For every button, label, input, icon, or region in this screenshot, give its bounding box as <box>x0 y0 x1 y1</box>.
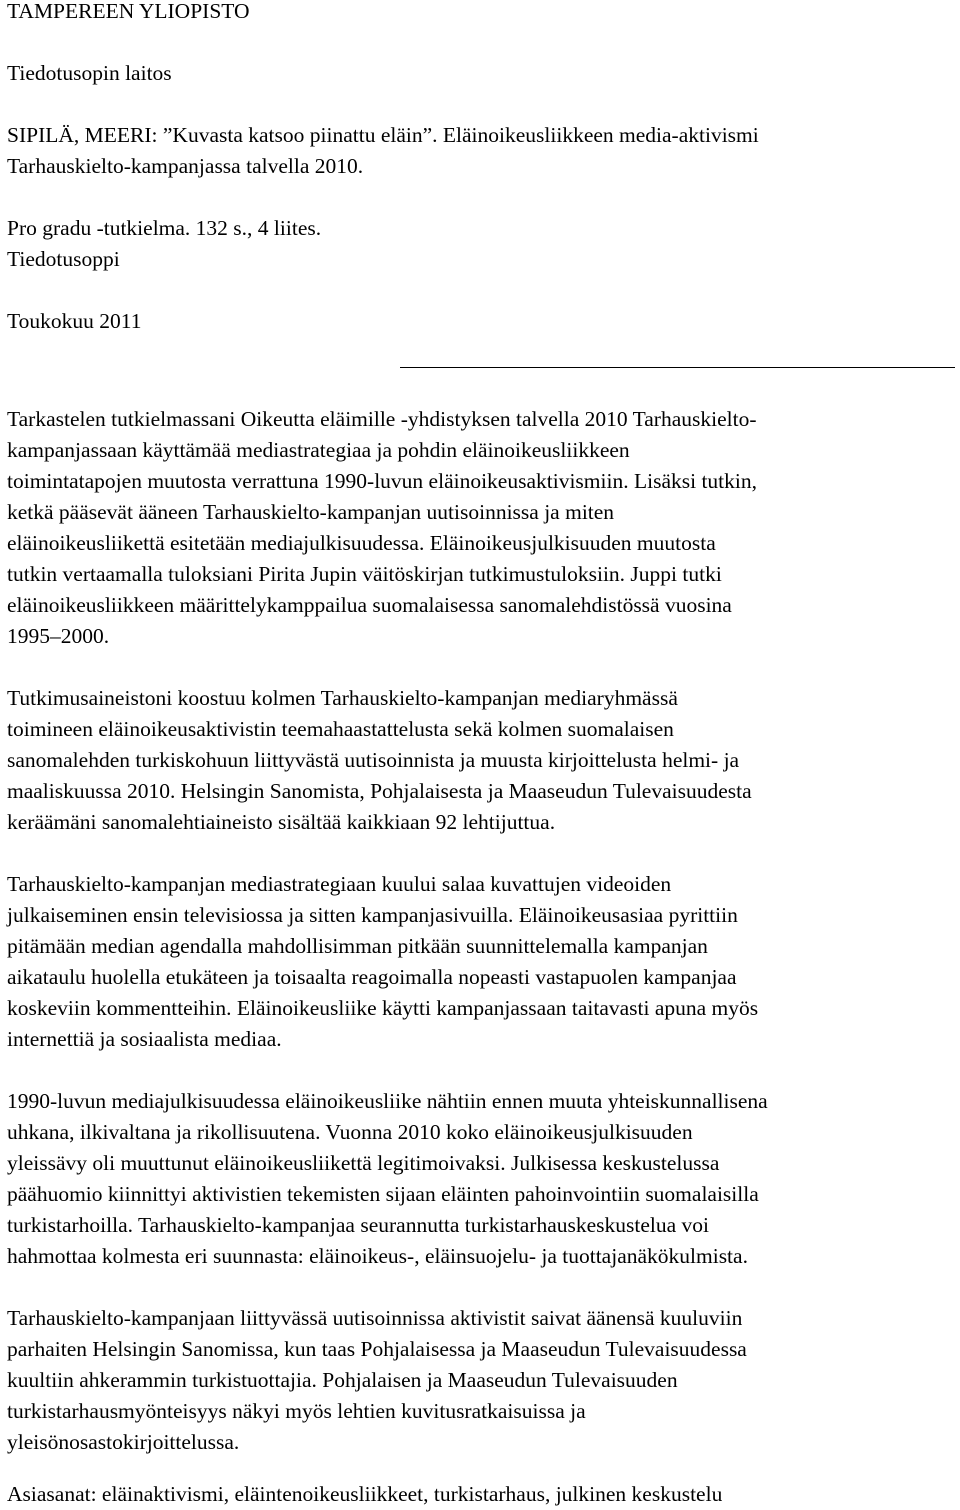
abstract <box>7 404 953 1489</box>
paragraph-line: ketkä pääsevät ääneen Tarhauskielto-kampanjan uutisoinnissa ja miten <box>7 500 615 524</box>
paragraph-line: 1995–2000. <box>7 624 110 648</box>
university-name: TAMPEREEN YLIOPISTO <box>7 0 250 23</box>
thesis-type: Pro gradu -tutkielma. 132 s., 4 liites. <box>7 216 322 240</box>
paragraph-line: julkaiseminen ensin televisiossa ja sitten kampanjasivuilla. Eläinoikeusasiaa pyrittiin <box>7 903 738 927</box>
author-title-line-2: Tarhauskielto-kampanjassa talvella 2010. <box>7 154 364 178</box>
paragraph-line: keräämäni sanomalehtiaineisto sisältää kaikkiaan 92 lehtijuttua. <box>7 810 556 834</box>
spacer <box>7 182 953 213</box>
paragraph-line: hahmottaa kolmesta eri suunnasta: eläinoikeus-, eläinsuojelu- ja tuottajanäkökulmista. <box>7 1244 748 1268</box>
paragraph-line: uhkana, ilkivaltana ja rikollisuutena. Vuonna 2010 koko eläinoikeusjulkisuuden <box>7 1120 693 1144</box>
spacer <box>7 89 953 120</box>
paragraph-line: toimineen eläinoikeusaktivistin teemahaastattelusta sekä kolmen suomalaisen <box>7 717 674 741</box>
paragraph-line: kuultiin ahkerammin turkistuottajia. Pohjalaisen ja Maaseudun Tulevaisuuden <box>7 1368 678 1392</box>
author-title-line-1: SIPILÄ, MEERI: ”Kuvasta katsoo piinattu eläin”. Eläinoikeusliikkeen media-aktivismi <box>7 123 759 147</box>
paragraph-line: päähuomio kiinnittyi aktivistien tekemisten sijaan eläinten pahoinvointiin suomalaisilla <box>7 1182 759 1206</box>
paragraph-line: pitämään median agendalla mahdollisimman pitkään suunnittelemalla kampanjan <box>7 934 708 958</box>
header-divider <box>400 367 955 368</box>
date: Toukokuu 2011 <box>7 309 142 333</box>
abstract-paragraph <box>7 869 953 1055</box>
paragraph-line: yleissävy oli muuttunut eläinoikeusliikettä legitimoivaksi. Julkisessa keskustelussa <box>7 1151 720 1175</box>
spacer <box>7 275 953 306</box>
paragraph-line: tutkin vertaamalla tuloksiani Pirita Jupin väitöskirjan tutkimustuloksiin. Juppi tutki <box>7 562 722 586</box>
paragraph-line: sanomalehden turkiskohuun liittyvästä uutisoinnista ja muusta kirjoittelusta helmi- ja <box>7 748 740 772</box>
paragraph-line: kampanjassaan käyttämää mediastrategiaa ja pohdin eläinoikeusliikkeen <box>7 438 630 462</box>
paragraph-line: turkistarhoilla. Tarhauskielto-kampanjaa seurannutta turkistarhauskeskustelua voi <box>7 1213 710 1237</box>
subject: Tiedotusoppi <box>7 247 120 271</box>
paragraph-line: maaliskuussa 2010. Helsingin Sanomista, Pohjalaisesta ja Maaseudun Tulevaisuudesta <box>7 779 752 803</box>
paragraph-line: aikataulu huolella etukäteen ja toisaalta reagoimalla nopeasti vastapuolen kampanjaa <box>7 965 737 989</box>
paragraph-line: eläinoikeusliikettä esitetään mediajulkisuudessa. Eläinoikeusjulkisuuden muutosta <box>7 531 716 555</box>
paragraph-line: 1990-luvun mediajulkisuudessa eläinoikeusliike nähtiin ennen muuta yhteiskunnallisena <box>7 1089 768 1113</box>
paragraph-line: toimintatapojen muutosta verrattuna 1990-luvun eläinoikeusaktivismiin. Lisäksi tutkin, <box>7 469 757 493</box>
paragraph-line: yleisönosastokirjoittelussa. <box>7 1430 240 1454</box>
abstract-paragraph <box>7 683 953 838</box>
abstract-paragraph <box>7 1086 953 1272</box>
paragraph-line: eläinoikeusliikkeen määrittelykamppailua suomalaisessa sanomalehdistössä vuosina <box>7 593 732 617</box>
abstract-paragraph <box>7 1303 953 1458</box>
document-header <box>7 0 953 337</box>
department-name: Tiedotusopin laitos <box>7 61 172 85</box>
keywords: Asiasanat: eläinaktivismi, eläintenoikeusliikkeet, turkistarhaus, julkinen keskustelu <box>7 1482 723 1506</box>
abstract-paragraph <box>7 404 953 652</box>
paragraph-line: parhaiten Helsingin Sanomissa, kun taas Pohjalaisessa ja Maaseudun Tulevaisuudessa <box>7 1337 747 1361</box>
paragraph-line: turkistarhausmyönteisyys näkyi myös lehtien kuvitusratkaisuissa ja <box>7 1399 586 1423</box>
paragraph-line: koskeviin kommentteihin. Eläinoikeusliike käytti kampanjassaan taitavasti apuna myös <box>7 996 759 1020</box>
spacer <box>7 27 953 58</box>
paragraph-line: Tarhauskielto-kampanjaan liittyvässä uutisoinnissa aktivistit saivat äänensä kuuluviin <box>7 1306 743 1330</box>
paragraph-line: Tarhauskielto-kampanjan mediastrategiaan kuului salaa kuvattujen videoiden <box>7 872 672 896</box>
paragraph-line: Tutkimusaineistoni koostuu kolmen Tarhauskielto-kampanjan mediaryhmässä <box>7 686 678 710</box>
paragraph-line: Tarkastelen tutkielmassani Oikeutta eläimille -yhdistyksen talvella 2010 Tarhauskielto- <box>7 407 757 431</box>
paragraph-line: internettiä ja sosiaalista mediaa. <box>7 1027 282 1051</box>
